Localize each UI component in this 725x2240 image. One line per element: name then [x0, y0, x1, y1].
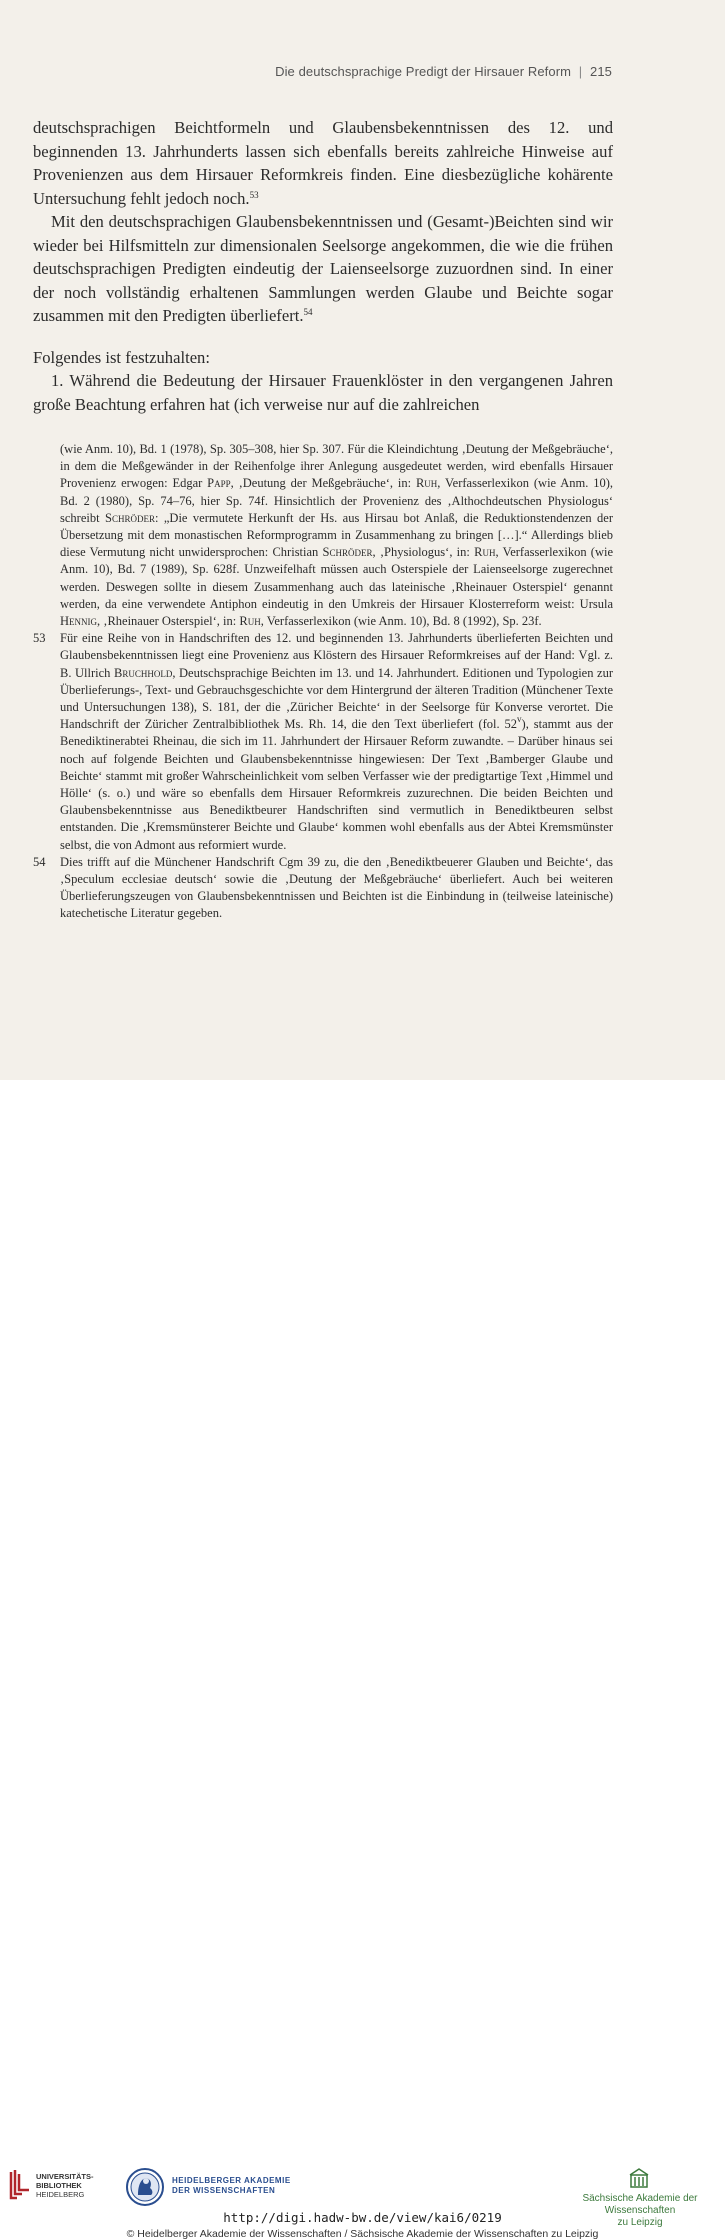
running-title: Die deutschsprachige Predigt der Hirsauer Reform [275, 64, 572, 79]
paragraph-2-text: Mit den deutschsprachigen Glaubensbekenntnissen und (Gesamt-)Beichten sind wir wieder bei Hilfsmitteln zur dimensionalen Seelsorge angekommen, die wie die frühen deutschsprachigen Predigten eindeutig der Laienseelsorge zuzuordnen sind. In einer der noch vollständig erhaltenen Sammlungen werden Glaube und Beichte sogar zusammen mit den Predigten überliefert. [33, 212, 613, 325]
footnote-ref-54[interactable]: 54 [303, 307, 313, 317]
header-separator: | [578, 64, 583, 79]
main-text [33, 116, 613, 416]
university-library-logo-icon[interactable] [8, 2168, 34, 2200]
paragraph-gap [33, 328, 613, 346]
page-number: 215 [590, 64, 612, 79]
paragraph-1 [33, 116, 613, 210]
heidelberg-academy-name: HEIDELBERGER AKADEMIE DER WISSENSCHAFTEN [172, 2176, 291, 2195]
footnotes [33, 441, 613, 923]
paragraph-2 [33, 210, 613, 328]
paragraph-3: Folgendes ist festzuhalten: [33, 347, 210, 367]
footnote-53: 53 Für eine Reihe von in Handschriften des 12. und beginnenden 13. Jahrhunderts überlieferten Beichten und Glaubensbekenntnissen liegt eine Provenienz aus Klöstern des Hirsauer Reformkreises auf der Hand: Vgl. z. B. Ullrich Bruchhold, Deutschsprachige Beichten im 13. und 14. Jahrhundert. Editionen und Typologien zur Überlieferungs-, Text- und Gebrauchsgeschichte vor dem Hintergrund der älteren Tradition (Münchener Texte und Untersuchungen 138), S. 181, der die ‚Züricher Beichte‘ in der Seelsorge für Konverse verortet. Die Handschrift der Züricher Zentralbibliothek Ms. Rh. 14, die den Text überliefert (fol. 52$^v$), stammt aus der Benediktinerabtei Rheinau, die sich im 11. Jahrhundert der Hirsauer Reform zuwandte. – Darüber hinaus sei noch auf folgende Beichten und Glaubensbekenntnisse hingewiesen: Der Text ‚Bamberger Glaube und Beichte‘ stammt mit großer Wahrscheinlichkeit vom selben Verfasser wie der predigtartige Text ‚Himmel und Hölle‘ (s. o.) und wäre so ebenfalls dem Hirsauer Reformkreis zuzurechnen. Die beiden Beichten und Glaubensbekenntnisse aus Benediktbeurer Handschriften sind vermutlich in Benediktbeuren selbst entstanden. Die ‚Kremsmünsterer Beichte und Glaube‘ kommen wohl ebenfalls aus der Abtei Kremsmünster selbst, die von Admont aus reformiert wurde. [33, 631, 614, 852]
copyright-notice: © Heidelberger Akademie der Wissenschaften / Sächsische Akademie der Wissenschaften zu Leipzig [126, 2228, 599, 2240]
saxon-academy-logo-icon[interactable] [629, 2168, 649, 2188]
permalink-url[interactable]: http://digi.hadw-bw.de/view/kai6/0219 [223, 2210, 502, 2225]
university-library-name: UNIVERSITÄTS- BIBLIOTHEK HEIDELBERG [36, 2172, 94, 2199]
paragraph-1-text: deutschsprachigen Beichtformeln und Glaubensbekenntnissen des 12. und beginnenden 13. Jahrhunderts lassen sich ebenfalls bereits zahlreiche Hinweise auf Provenienzen aus dem Hirsauer Reformkreis finden. Eine diesbezügliche kohärente Untersuchung fehlt jedoch noch. [33, 118, 613, 208]
running-header [0, 64, 612, 79]
digital-library-footer [0, 1080, 725, 2240]
book-page [0, 0, 725, 1080]
footnote-54: 54 Dies trifft auf die Münchener Handschrift Cgm 39 zu, die den ‚Benediktbeuerer Glauben und Beichte‘, das ‚Speculum ecclesiae deutsch‘ sowie die ‚Deutung der Meßgebräuche‘ überliefert. Auch bei weiteren Überlieferungszeugen von Glaubensbekenntnissen und Beichten ist die Einbindung in (teilweise lateinische) katechetische Literatur gegeben. [33, 854, 613, 921]
paragraph-4: 1. Während die Bedeutung der Hirsauer Frauenklöster in den vergangenen Jahren große Beachtung erfahren hat (ich verweise nur auf die zahlreichen [33, 371, 613, 414]
footnote-54-number: 54 [33, 854, 46, 869]
saxon-academy-name: Sächsische Akademie der Wissenschaften zu Leipzig [582, 2193, 698, 2228]
footnote-53-number: 53 [33, 631, 46, 646]
footnote-ref-53[interactable]: 53 [249, 189, 259, 200]
footnote-continuation: (wie Anm. 10), Bd. 1 (1978), Sp. 305–308, hier Sp. 307. Für die Kleindichtung ‚Deutung der Meßgebräuche‘, in dem die Meßgewänder in der Reihenfolge ihrer Anlegung ausgedeutet werden, wird ebenfalls Hirsauer Provenienz erwogen: Edgar Papp, ‚Deutung der Meßgebräuche‘, in: Ruh, Verfasserlexikon (wie Anm. 10), Bd. 2 (1980), Sp. 74–76, hier Sp. 74f. Hinsichtlich der Provenienz des ‚Althochdeutschen Physiologus‘ schreibt Schröder: „Die vermutete Herkunft der Hs. aus Hirsau bot Anlaß, die Reduktionstendenzen der Übersetzung mit dem monastischen Reformprogramm in Zusammenhang zu bringen […].“ Allerdings blieb diese Vermutung nicht unwidersprochen: Christian Schröder, ‚Physiologus‘, in: Ruh, Verfasserlexikon (wie Anm. 10), Bd. 7 (1989), Sp. 628f. Unzweifelhaft müssen auch Osterspiele der Laienseelsorge zugerechnet werden. Deswegen sollte in diesem Zusammenhang auch das lateinische ‚Rheinauer Osterspiel‘ genannt werden, da eine verwendete Antiphon eindeutig in den Umkreis der Hirsauer Klosterreform weist: Ursula Hennig, ‚Rheinauer Osterspiel‘, in: Ruh, Verfasserlexikon (wie Anm. 10), Bd. 8 (1992), Sp. 23f. [60, 442, 614, 629]
heidelberg-academy-logo-icon[interactable] [125, 2167, 165, 2207]
